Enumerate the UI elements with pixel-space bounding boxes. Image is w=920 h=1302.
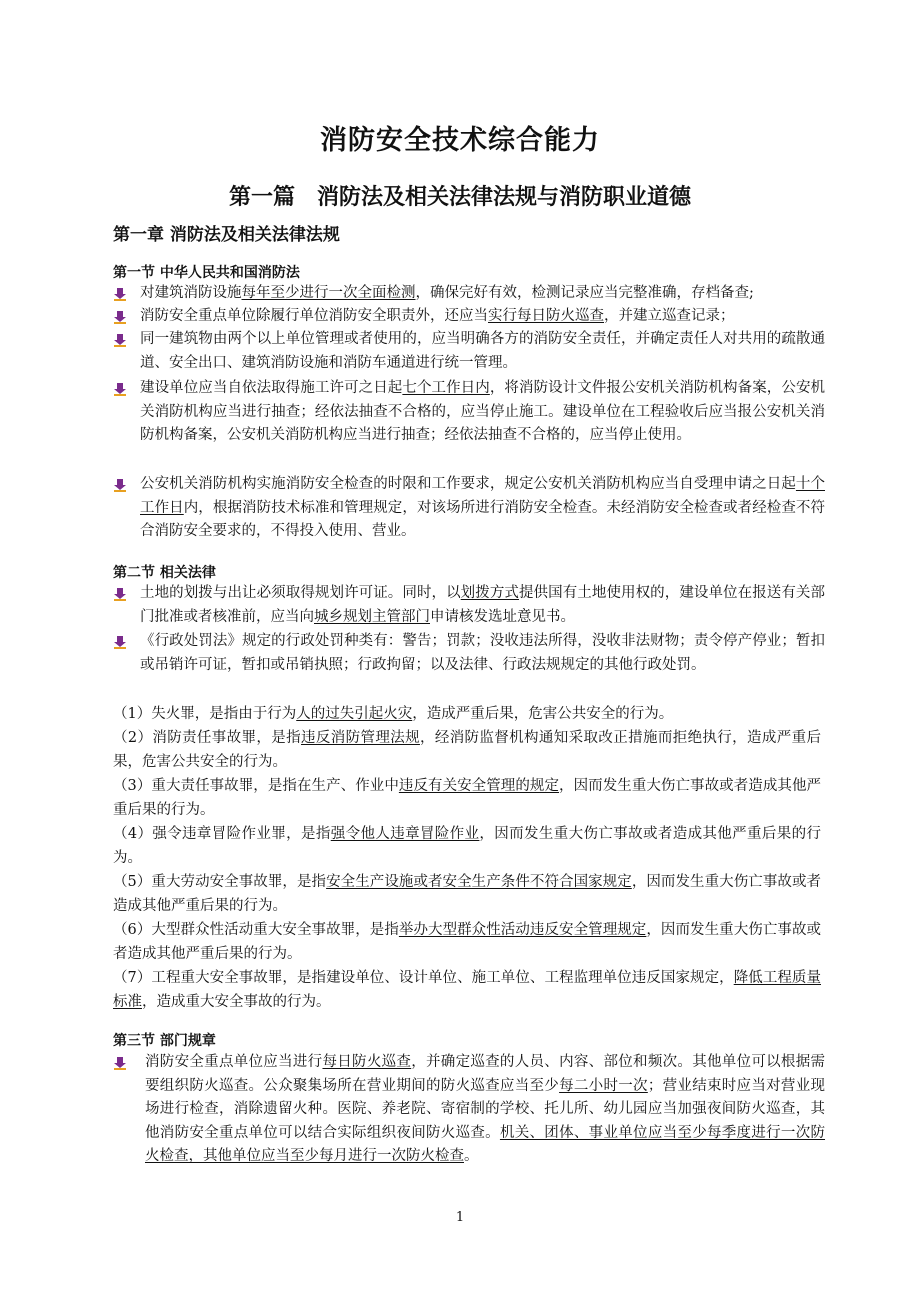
underlined-key-phrase: 十个工作日 <box>140 476 825 516</box>
list-item: 建设单位应当自依法取得施工许可之日起七个工作日内，将消防设计文件报公安机关消防机构备案，公安机关消防机构应当进行抽查；经依法抽查不合格的，应当停止施工。建设单位在工程验收后应当报公安机关消防机构备案，公安机关消防机构应当进行抽查；经依法抽查不合格的，应当停止使用。 <box>113 377 825 448</box>
chapter-heading: 第一章 消防法及相关法律法规 <box>113 225 340 245</box>
underlined-key-phrase: 人的过失引起火灾 <box>296 706 413 722</box>
download-arrow-bullet-icon <box>113 478 127 492</box>
underlined-key-phrase: 违反有关安全管理的规定 <box>398 778 560 794</box>
underlined-key-phrase: 城乡规划主管部门 <box>314 608 430 625</box>
section-heading-1: 第一节 中华人民共和国消防法 <box>113 265 300 281</box>
download-arrow-bullet-icon <box>113 310 127 324</box>
download-arrow-bullet-icon <box>113 333 127 347</box>
download-arrow-bullet-icon <box>113 287 127 301</box>
underlined-key-phrase: 强令他人违章冒险作业 <box>330 826 480 842</box>
paragraph: （7）工程重大安全事故罪，是指建设单位、设计单位、施工单位、工程监理单位违反国家规定，降低工程质量标准，造成重大安全事故的行为。 <box>113 970 821 1010</box>
page-number: 1 <box>455 1210 465 1225</box>
list-item: 《行政处罚法》规定的行政处罚种类有：警告；罚款；没收违法所得，没收非法财物；责令停产停业；暂扣或吊销许可证，暂扣或吊销执照；行政拘留；以及法律、行政法规规定的其他行政处罚。 <box>113 630 825 677</box>
underlined-key-phrase: 划拨方式 <box>460 585 519 601</box>
underlined-key-phrase: 降低工程质量标准 <box>113 970 821 1010</box>
download-arrow-bullet-icon <box>113 587 127 601</box>
download-arrow-bullet-icon <box>113 382 127 396</box>
list-item: 消防安全重点单位应当进行每日防火巡查，并确定巡查的人员、内容、部位和频次。其他单位可以根据需要组织防火巡查。公众聚集场所在营业期间的防火巡查应当至少每二小时一次；营业结束时应当对营业现场进行检查，消除遗留火种。医院、养老院、寄宿制的学校、托儿所、幼儿园应当加强夜间防火巡查，其他消防安全重点单位可以结合实际组织夜间防火巡查。机关、团体、事业单位应当至少每季度进行一次防火检查，其他单位应当至少每月进行一次防火检查。 <box>113 1051 825 1169</box>
list-item: 消防安全重点单位除履行单位消防安全职责外，还应当实行每日防火巡查，并建立巡查记录； <box>113 305 825 329</box>
underlined-key-phrase: 实行每日防火巡查 <box>488 308 604 324</box>
underlined-key-phrase: 违反消防管理法规 <box>301 730 420 746</box>
list-item: 同一建筑物由两个以上单位管理或者使用的，应当明确各方的消防安全责任，并确定责任人对共用的疏散通道、安全出口、建筑消防设施和消防车通道进行统一管理。 <box>113 328 825 375</box>
list-item: 公安机关消防机构实施消防安全检查的时限和工作要求，规定公安机关消防机构应当自受理申请之日起十个工作日内，根据消防技术标准和管理规定，对该场所进行消防安全检查。未经消防安全检查或者经检查不符合消防安全要求的，不得投入使用、营业。 <box>113 473 825 544</box>
download-arrow-bullet-icon <box>113 1056 127 1070</box>
paragraph: （1）失火罪，是指由于行为人的过失引起火灾，造成严重后果，危害公共安全的行为。 <box>113 706 674 722</box>
underlined-key-phrase: 举办大型群众性活动违反安全管理规定 <box>398 922 647 938</box>
part-heading: 第一篇 消防法及相关法律法规与消防职业道德 <box>228 184 691 210</box>
section-heading-3: 第三节 部门规章 <box>113 1033 216 1049</box>
paragraph: （3）重大责任事故罪，是指在生产、作业中违反有关安全管理的规定，因而发生重大伤亡事故或者造成其他严重后果的行为。 <box>113 778 822 818</box>
list-item: 对建筑消防设施每年至少进行一次全面检测，确保完好有效，检测记录应当完整准确，存档备查; <box>113 282 825 306</box>
download-arrow-bullet-icon <box>113 635 127 649</box>
underlined-key-phrase: 每二小时一次 <box>559 1077 648 1094</box>
underlined-key-phrase: 安全生产设施或者安全生产条件不符合国家规定 <box>326 874 632 890</box>
underlined-key-phrase: 七个工作日内 <box>402 380 490 396</box>
section-heading-2: 第二节 相关法律 <box>113 565 216 581</box>
paragraph: （4）强令违章冒险作业罪，是指强令他人违章冒险作业，因而发生重大伤亡事故或者造成其他严重后果的行为。 <box>113 826 822 866</box>
underlined-key-phrase: 机关、团体、事业单位应当至少每季度进行一次防火检查，其他单位应当至少每月进行一次防火检查 <box>145 1124 826 1164</box>
paragraph: （5）重大劳动安全事故罪，是指安全生产设施或者安全生产条件不符合国家规定，因而发生重大伤亡事故或者造成其他严重后果的行为。 <box>113 874 822 914</box>
underlined-key-phrase: 每年至少进行一次全面检测 <box>241 285 416 301</box>
paragraph: （6）大型群众性活动重大安全事故罪，是指举办大型群众性活动违反安全管理规定，因而发生重大伤亡事故或者造成其他严重后果的行为。 <box>113 922 822 962</box>
paragraph: （2）消防责任事故罪，是指违反消防管理法规，经消防监督机构通知采取改正措施而拒绝执行，造成严重后果，危害公共安全的行为。 <box>113 730 822 770</box>
list-item: 土地的划拨与出让必须取得规划许可证。同时，以划拨方式提供国有土地使用权的，建设单位在报送有关部门批准或者核准前，应当向城乡规划主管部门申请核发选址意见书。 <box>113 582 825 629</box>
underlined-key-phrase: 每日防火巡查 <box>322 1054 412 1070</box>
document-title: 消防安全技术综合能力 <box>320 125 600 156</box>
